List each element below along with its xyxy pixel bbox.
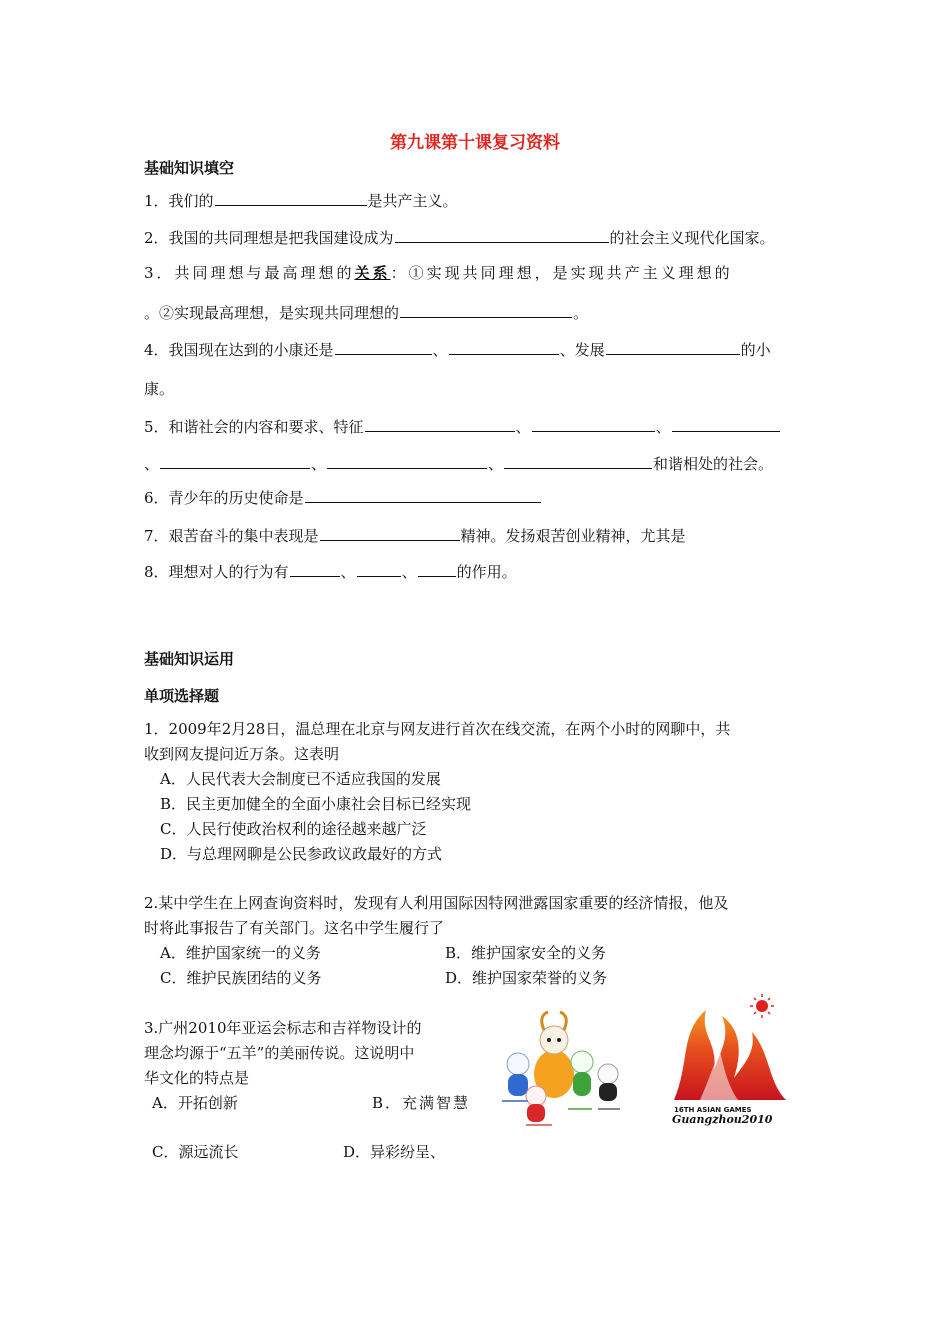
mc3-stem-line1: 3.广州2010年亚运会标志和吉祥物设计的: [144, 1019, 422, 1037]
q5-text-pre: 5．和谐社会的内容和要求、特征: [144, 418, 364, 436]
q8-text-post: 的作用。: [456, 563, 517, 581]
fill-question-6: [144, 487, 542, 508]
q7-text-post: 精神。发扬艰苦创业精神，尤其是: [460, 527, 686, 545]
page-title: 第九课第十课复习资料: [390, 133, 560, 153]
mc2-option-d[interactable]: D．维护国家荣誉的义务: [445, 969, 608, 987]
fill-question-5-line2: [144, 453, 773, 474]
q1-blank[interactable]: [215, 190, 367, 206]
q8-blank-1[interactable]: [290, 561, 340, 577]
fill-question-3: [144, 262, 733, 283]
mc2-stem-line1: 2.某中学生在上网查询资料时，发现有人利用国际因特网泄露国家重要的经济情报，他及: [144, 894, 729, 912]
q1-text-pre: 1．我们的: [144, 192, 214, 210]
q6-text-pre: 6．青少年的历史使命是: [144, 489, 304, 507]
mc2-option-c[interactable]: C．维护民族团结的义务: [160, 969, 322, 987]
q5-blank-1[interactable]: [365, 416, 515, 432]
mc3-stem-line2: 理念均源于“五羊”的美丽传说。这说明中: [144, 1044, 415, 1062]
five-goats-mascots-illustration: [496, 1004, 636, 1132]
fill-question-4: [144, 339, 771, 360]
mascots-image: [496, 1004, 636, 1132]
mc3-option-d[interactable]: D．异彩纷呈、: [343, 1143, 446, 1161]
guangzhou-flame-logo: [660, 992, 800, 1126]
q4-blank-3[interactable]: [606, 339, 740, 355]
fill-question-5: [144, 416, 781, 437]
mc1-option-c[interactable]: C．人民行使政治权利的途径越来越广泛: [160, 820, 427, 838]
mc3-option-c[interactable]: C．源远流长: [152, 1143, 239, 1161]
q4-blank-2[interactable]: [449, 339, 559, 355]
mc3-stem-line3: 华文化的特点是: [144, 1069, 250, 1087]
section-heading-apply: 基础知识运用: [144, 650, 235, 668]
q4-sep-2: 、发展: [559, 341, 605, 359]
q5-sep-4: 、: [311, 455, 327, 473]
q5-text-post: 和谐相处的社会。: [653, 455, 774, 473]
q5-sep-3: 、: [144, 455, 160, 473]
q6-blank[interactable]: [305, 487, 541, 503]
q8-blank-2[interactable]: [357, 561, 401, 577]
fill-question-8: [144, 561, 517, 582]
q3-blank[interactable]: [400, 302, 572, 318]
mc2-option-a[interactable]: A．维护国家统一的义务: [160, 944, 321, 962]
q5-blank-2[interactable]: [532, 416, 655, 432]
mc2-stem-line2: 时将此事报告了有关部门。这名中学生履行了: [144, 919, 445, 937]
q8-sep-2: 、: [401, 563, 417, 581]
q1-text-post: 是共产主义。: [367, 192, 458, 210]
q5-blank-6[interactable]: [504, 453, 652, 469]
asian-games-logo: [660, 992, 800, 1126]
q4-text-pre: 4．我国现在达到的小康还是: [144, 341, 334, 359]
fill-question-2: [144, 227, 775, 248]
mc1-option-d[interactable]: D．与总理网聊是公民参政议政最好的方式: [160, 845, 443, 863]
q4-text-post: 的小: [740, 341, 771, 359]
q4-line2: 康。: [144, 380, 175, 398]
fill-question-3-line2: [144, 302, 588, 323]
q5-blank-5[interactable]: [327, 453, 487, 469]
q8-blank-3[interactable]: [418, 561, 456, 577]
fill-question-7: [144, 525, 686, 546]
mc3-option-b[interactable]: B．充满智慧: [372, 1094, 471, 1112]
q8-text-pre: 8．理想对人的行为有: [144, 563, 289, 581]
q7-blank[interactable]: [320, 525, 460, 541]
q5-blank-4[interactable]: [160, 453, 310, 469]
q5-sep-2: 、: [655, 418, 671, 436]
q7-text-pre: 7．艰苦奋斗的集中表现是: [144, 527, 319, 545]
fill-question-1: [144, 190, 458, 211]
mc2-option-b[interactable]: B．维护国家安全的义务: [445, 944, 607, 962]
q3-text-pre: 3．共同理想与最高理想的: [144, 264, 355, 282]
mc1-stem-line1: 1．2009年2月28日，温总理在北京与网友进行首次在线交流，在两个小时的网聊中，共: [144, 720, 731, 738]
mc1-option-b[interactable]: B．民主更加健全的全面小康社会目标已经实现: [160, 795, 472, 813]
q5-blank-3[interactable]: [672, 416, 780, 432]
section-heading-fill: 基础知识填空: [144, 159, 235, 177]
q2-blank[interactable]: [395, 227, 609, 243]
q5-sep-1: 、: [515, 418, 531, 436]
q5-sep-5: 、: [488, 455, 504, 473]
logo-caption-line2: Guangzhou2010: [672, 1113, 773, 1126]
q3-text-mid: ：①实现共同理想，是实现共产主义理想的: [390, 264, 733, 282]
logo-caption-line1: 16TH ASIAN GAMES: [674, 1106, 752, 1114]
q4-sep-1: 、: [432, 341, 448, 359]
mc1-option-a[interactable]: A．人民代表大会制度已不适应我国的发展: [160, 770, 441, 788]
mc3-option-a[interactable]: A．开拓创新: [152, 1094, 238, 1112]
q3-line2-pre: 。②实现最高理想，是实现共同理想的: [144, 304, 400, 322]
q4-blank-1[interactable]: [335, 339, 432, 355]
q3-relation-word: 关系: [354, 264, 391, 282]
mc1-stem-line2: 收到网友提问近万条。这表明: [144, 745, 340, 763]
q2-text-pre: 2．我国的共同理想是把我国建设成为: [144, 229, 394, 247]
subheading-single-choice: 单项选择题: [144, 687, 220, 705]
q2-text-post: 的社会主义现代化国家。: [609, 229, 775, 247]
q8-sep-1: 、: [340, 563, 356, 581]
q3-line2-post: 。: [573, 304, 589, 322]
